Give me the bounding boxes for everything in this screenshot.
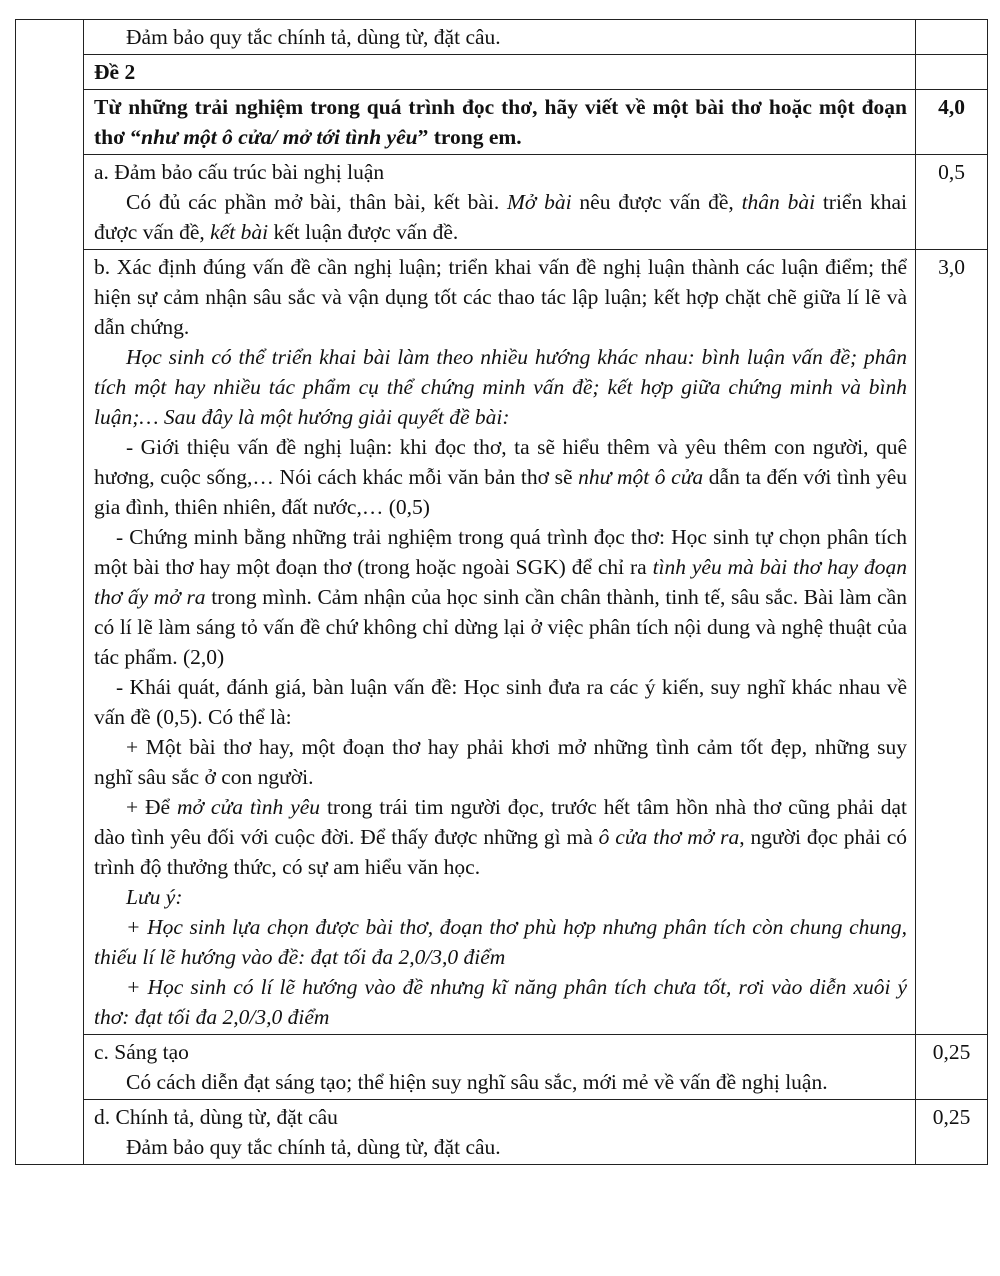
content-cell <box>84 20 916 55</box>
part-b-plus1: + Một bài thơ hay, một đoạn thơ hay phải khơi mở những tình cảm tốt đẹp, những suy nghĩ sâu sắc ở con người. <box>94 735 907 789</box>
part-a-score: 0,5 <box>916 155 988 250</box>
part-d-heading: d. Chính tả, dùng từ, đặt câu <box>94 1105 338 1129</box>
part-c-text: Có cách diễn đạt sáng tạo; thể hiện suy nghĩ sâu sắc, mới mẻ về vấn đề nghị luận. <box>126 1070 828 1094</box>
question-score: 4,0 <box>916 90 988 155</box>
part-d-text: Đảm bảo quy tắc chính tả, dùng từ, đặt câu. <box>126 1135 501 1159</box>
part-b-guide: Học sinh có thể triển khai bài làm theo nhiều hướng khác nhau: bình luận vấn đề; phân tích một hay nhiều tác phẩm cụ thể chứng minh vấn đề; kết hợp giữa chứng minh và bình luận;… Sau đây là một hướng giải quyết đề bài: <box>94 345 907 429</box>
part-c-score: 0,25 <box>916 1035 988 1100</box>
part-b-note2: + Học sinh có lí lẽ hướng vào đề nhưng kĩ năng phân tích chưa tốt, rơi vào diễn xuôi ý thơ: đạt tối đa 2,0/3,0 điểm <box>94 975 907 1029</box>
table-row <box>16 55 988 90</box>
content-cell <box>84 1100 916 1165</box>
row-text: Đảm bảo quy tắc chính tả, dùng từ, đặt câu. <box>126 25 501 49</box>
part-c-heading: c. Sáng tạo <box>94 1040 189 1064</box>
score-cell <box>916 20 988 55</box>
content-cell <box>84 155 916 250</box>
part-b-note1: + Học sinh lựa chọn được bài thơ, đoạn thơ phù hợp nhưng phân tích còn chung chung, thiếu lí lẽ hướng vào đề: đạt tối đa 2,0/3,0 điểm <box>94 915 907 969</box>
part-b-score: 3,0 <box>916 250 988 1035</box>
table-row <box>16 1100 988 1165</box>
table-row <box>16 250 988 1035</box>
left-column-cell <box>16 20 84 1165</box>
question-part: ” trong em. <box>417 125 522 149</box>
part-b-intro: - Giới thiệu vấn đề nghị luận: khi đọc thơ, ta sẽ hiểu thêm và yêu thêm con người, quê hương, cuộc sống,… Nói cách khác mỗi văn bản thơ sẽ như một ô cửa dẫn ta đến với tình yêu gia đình, thiên nhiên, đất nước,… (0,5) <box>94 435 907 519</box>
part-a-heading: a. Đảm bảo cấu trúc bài nghị luận <box>94 160 385 184</box>
table-row <box>16 20 988 55</box>
part-b-eval: - Khái quát, đánh giá, bàn luận vấn đề: Học sinh đưa ra các ý kiến, suy nghĩ khác nhau về vấn đề (0,5). Có thể là: <box>94 675 907 729</box>
grading-table <box>15 19 988 1165</box>
part-b-heading: b. Xác định đúng vấn đề cần nghị luận; triển khai vấn đề nghị luận thành các luận điểm; thể hiện sự cảm nhận sâu sắc và vận dụng tốt các thao tác lập luận; kết hợp chặt chẽ giữa lí lẽ và dẫn chứng. <box>94 255 907 339</box>
question-text <box>84 90 916 155</box>
content-cell <box>84 250 916 1035</box>
part-b-prove: - Chứng minh bằng những trải nghiệm trong quá trình đọc thơ: Học sinh tự chọn phân tích một bài thơ hay một đoạn thơ (trong hoặc ngoài SGK) để chỉ ra tình yêu mà bài thơ hay đoạn thơ ấy mở ra trong mình. Cảm nhận của học sinh cần chân thành, tinh tế, sâu sắc. Bài làm cần có lí lẽ làm sáng tỏ vấn đề chứ không chỉ dừng lại ở việc phân tích nội dung và nghệ thuật của tác phẩm. (2,0) <box>94 525 907 669</box>
table-row <box>16 90 988 155</box>
score-cell <box>916 55 988 90</box>
question-quote: như một ô cửa/ mở tới tình yêu <box>141 125 418 149</box>
part-b-note-label: Lưu ý: <box>126 885 183 909</box>
part-d-score: 0,25 <box>916 1100 988 1165</box>
table-row <box>16 1035 988 1100</box>
question-part: Từ những trải nghiệm trong quá trình đọc thơ, hãy viết về một bài thơ hoặc một đoạn thơ “ <box>94 95 907 149</box>
table-row <box>16 155 988 250</box>
content-cell <box>84 1035 916 1100</box>
part-b-plus2: + Để mở cửa tình yêu trong trái tim người đọc, trước hết tâm hồn nhà thơ cũng phải dạt dào tình yêu đối với cuộc đời. Để thấy được những gì mà ô cửa thơ mở ra, người đọc phải có trình độ thưởng thức, có sự am hiểu văn học. <box>94 795 908 879</box>
section-title: Đề 2 <box>84 55 916 90</box>
part-a-text: Có đủ các phần mở bài, thân bài, kết bài. Mở bài nêu được vấn đề, thân bài triển khai được vấn đề, kết bài kết luận được vấn đề. <box>94 190 908 244</box>
